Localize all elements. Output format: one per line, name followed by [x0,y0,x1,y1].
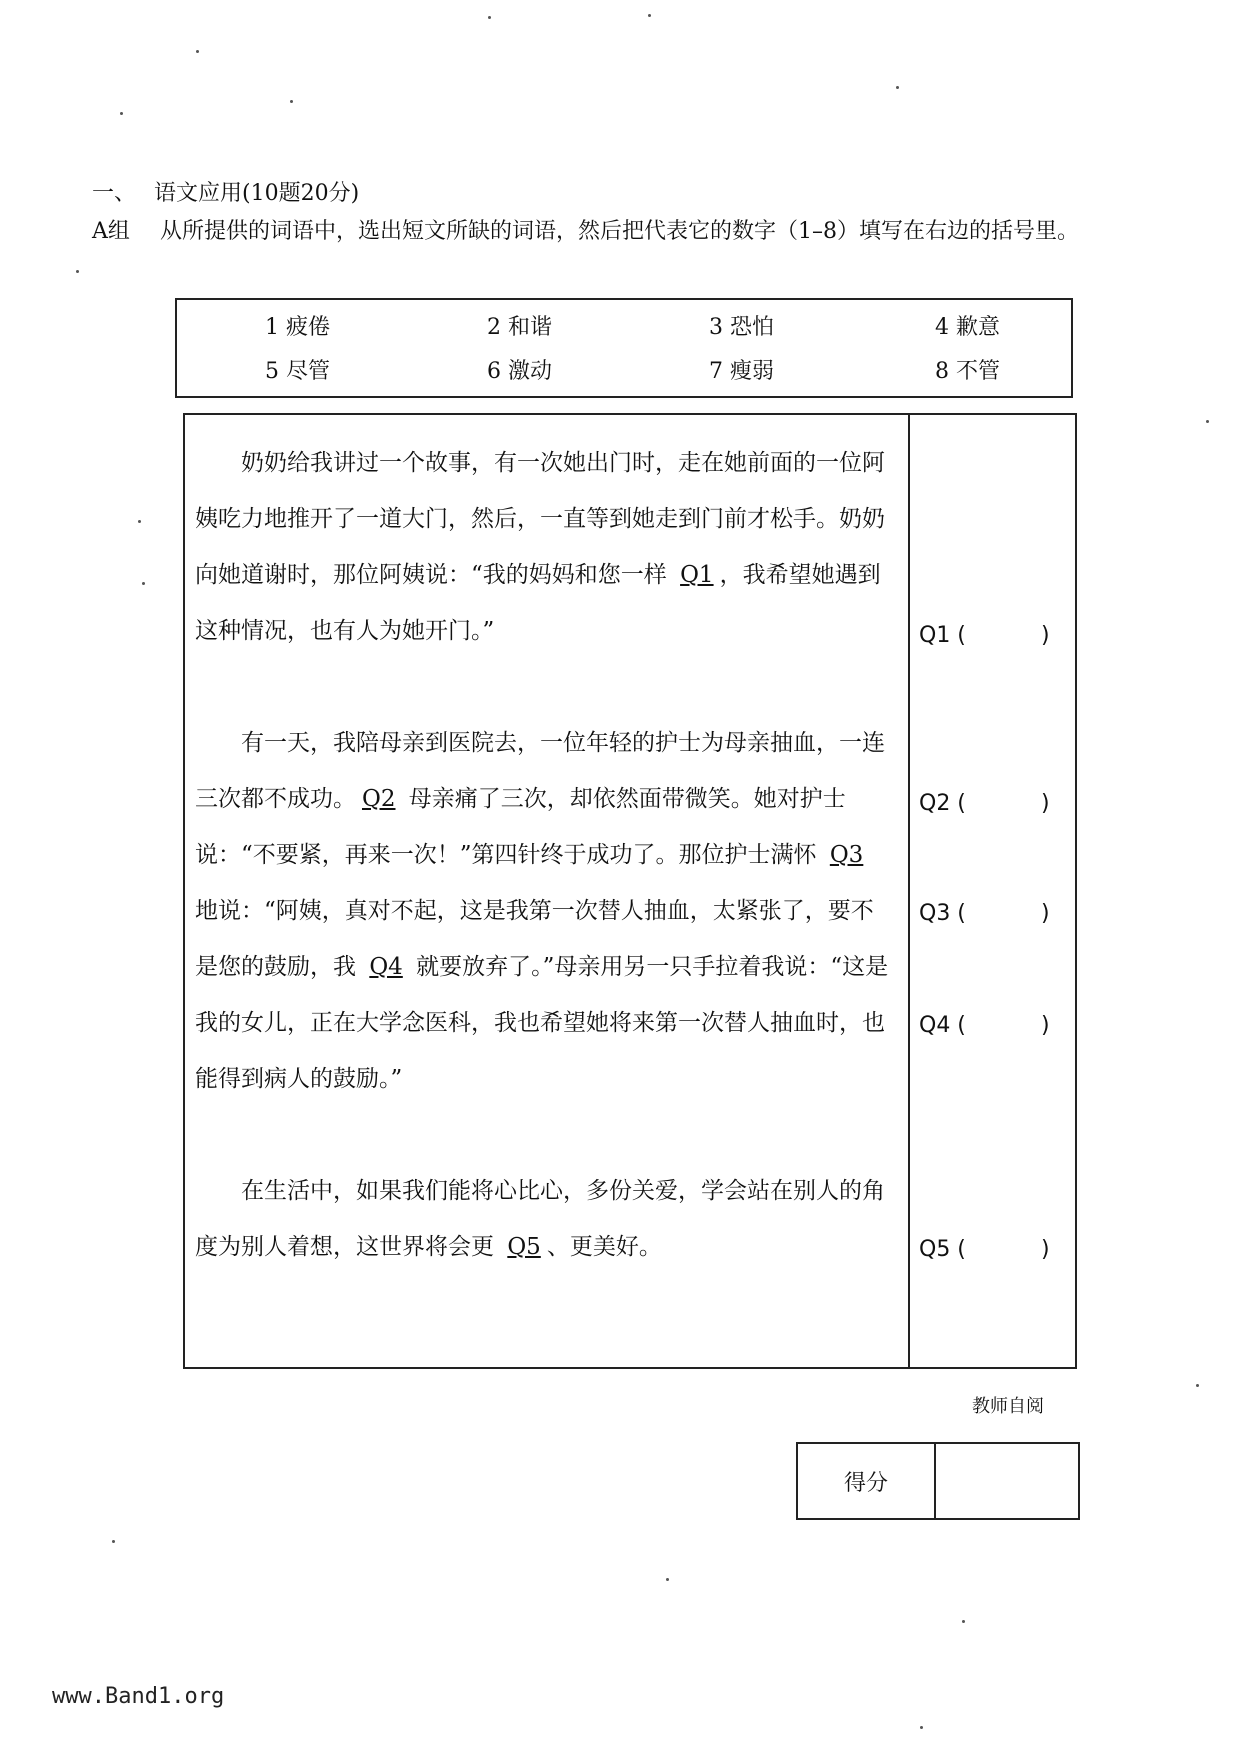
answer-close: ) [1041,901,1050,926]
answer-slot-q3[interactable] [919,901,1050,926]
group-a-label: A组 [92,219,130,244]
paragraph-3 [195,1163,895,1275]
paragraph-1 [195,435,895,659]
passage-box [183,413,910,1369]
answer-column [905,413,1077,1369]
paragraph-text: 在生活中，如果我们能将心比心，多份关爱，学会站在别人的角度为别人着想，这世界将会更 [195,1178,885,1260]
group-a-instruction [92,212,1082,252]
answer-slot-q4[interactable] [919,1013,1050,1038]
word-option: 7 瘦弱 [709,359,774,384]
paragraph-text: 母亲痛了三次，却依然面带微笑。她对护士说：“不要紧，再来一次！”第四针终于成功了。那位护士满怀 [195,786,846,868]
word-bank [175,298,1073,398]
answer-close: ) [1041,791,1050,816]
answer-label: Q5 ( [919,1237,966,1262]
answer-close: ) [1041,1237,1050,1262]
footer-url: www.Band1.org [52,1684,225,1709]
answer-label: Q4 ( [919,1013,966,1038]
score-box [796,1442,1080,1520]
answer-close: ) [1041,1013,1050,1038]
paragraph-2 [195,715,895,1107]
section-heading [92,176,359,207]
answer-label: Q3 ( [919,901,966,926]
word-option: 8 不管 [935,359,1000,384]
paragraph-text: 奶奶给我讲过一个故事，有一次她出门时，走在她前面的一位阿姨吃力地推开了一道大门，然后，一直等到她走到门前才松手。奶奶向她道谢时，那位阿姨说：“我的妈妈和您一样 [195,450,885,588]
answer-label: Q1 ( [919,623,966,648]
word-option: 5 尽管 [265,359,330,384]
answer-slot-q1[interactable] [919,623,1050,648]
answer-label: Q2 ( [919,791,966,816]
word-option: 6 激动 [487,359,552,384]
answer-slot-q2[interactable] [919,791,1050,816]
instruction-text: 从所提供的词语中，选出短文所缺的词语，然后把代表它的数字（1–8）填写在右边的括号里。 [160,219,1079,244]
paragraph-text: 就要放弃了。”母亲用另一只手拉着我说：“这是我的女儿，正在大学念医科，我也希望她将来第一次替人抽血时，也能得到病人的鼓励。” [195,954,889,1092]
blank-q4: Q4 [369,954,403,980]
paragraph-text: 地说：“阿姨，真对不起，这是我第一次替人抽血，太紧张了，要不是您的鼓励，我 [195,898,874,980]
answer-slot-q5[interactable] [919,1237,1050,1262]
score-label: 得分 [798,1444,936,1518]
blank-q5: Q5 [507,1234,541,1260]
word-option: 4 歉意 [935,315,1000,340]
paragraph-text: 有一天，我陪母亲到医院去，一位年轻的护士为母亲抽血，一连三次都不成功。 [195,730,885,812]
blank-q2: Q2 [362,786,396,812]
paragraph-text: ，我希望她遇到这种情况，也有人为她开门。” [195,562,881,644]
word-option: 3 恐怕 [709,315,774,340]
answer-close: ) [1041,623,1050,648]
score-field[interactable] [936,1444,1078,1518]
section-title: 语文应用(10题20分) [154,181,360,206]
blank-q3: Q3 [829,842,864,868]
section-number: 一、 [92,181,137,206]
teacher-note: 教师自阅 [972,1396,1044,1417]
word-option: 2 和谐 [487,315,552,340]
word-option: 1 疲倦 [265,315,330,340]
blank-q1: Q1 [680,562,714,588]
paragraph-text: 、更美好。 [546,1234,662,1260]
